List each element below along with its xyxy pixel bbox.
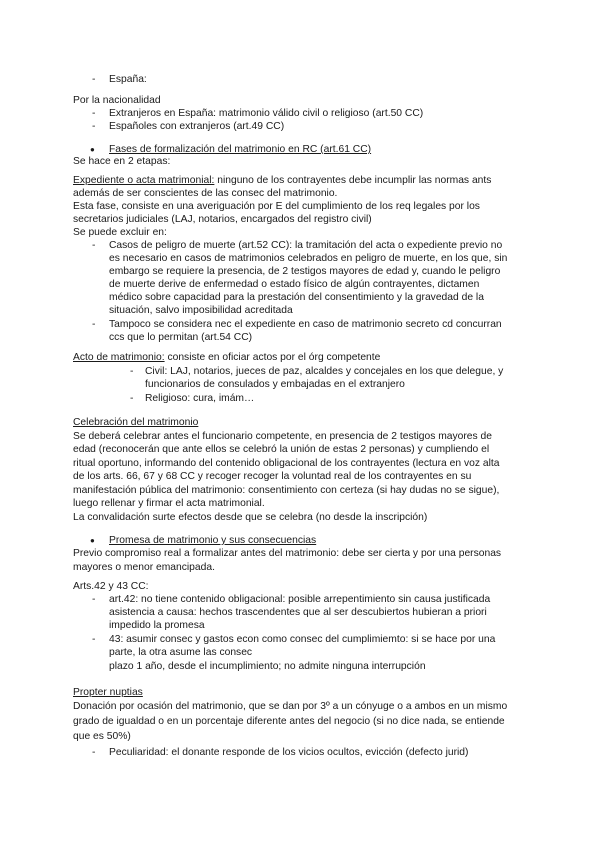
text-line: parte, la otra asume las consec (109, 647, 253, 658)
text-line: Se puede excluir en: (73, 227, 167, 238)
list-dash: - (130, 366, 134, 377)
text-line: que es 50%) (73, 731, 131, 742)
list-dash: - (92, 240, 96, 251)
text-line (73, 351, 380, 364)
list-dash: - (92, 634, 96, 645)
list-dash: - (92, 594, 96, 605)
subheading: Celebración del matrimonio (73, 417, 199, 428)
text-line (73, 174, 491, 187)
list-item: Religioso: cura, imám… (145, 393, 255, 404)
list-item: Tampoco se considera nec el expediente en caso de matrimonio secreto cd concurran (109, 319, 502, 330)
text-span: consiste en oficiar actos por el órg competente (164, 352, 381, 363)
subheading: Acto de matrimonio: (73, 352, 165, 363)
text-line: edad (reconocerán que ante ellos se celebró la unión de estas 2 personas) y cumpliendo el (73, 444, 490, 455)
list-item: Peculiaridad: el donante responde de los vicios ocultos, evicción (defecto jurid) (109, 747, 469, 758)
text-line: La convalidación surte efectos desde que se celebra (no desde la inscripción) (73, 512, 428, 523)
list-item: art.42: no tiene contenido obligacional: posible arrepentimiento sin causa justificada (109, 594, 491, 605)
list-dash: - (92, 121, 96, 132)
section-heading: Fases de formalización del matrimonio en RC (art.61 CC) (109, 144, 372, 155)
text-line: secretarios judiciales (LAJ, notarios, encargados del registro civil) (73, 214, 372, 225)
list-dash: - (92, 319, 96, 330)
list-item: Extranjeros en España: matrimonio válido civil o religioso (art.50 CC) (109, 108, 424, 119)
text-line: luego rellenar y firmar el acta matrimonial. (73, 498, 265, 509)
bullet-marker: ● (90, 145, 95, 154)
text-line: plazo 1 año, desde el incumplimiento; no admite ninguna interrupción (109, 661, 426, 672)
list-item-espana: España: (109, 74, 147, 85)
list-dash: - (92, 74, 96, 85)
text-line: impedido la promesa (109, 620, 205, 631)
text-line: Donación por ocasión del matrimonio, que se dan por 3º a un cónyuge o a ambos en un mismo (73, 701, 508, 712)
text-line: Previo compromiso real a formalizar antes del matrimonio: debe ser cierta y por una personas (73, 548, 502, 559)
text-line: Se deberá celebrar antes el funcionario competente, en presencia de 2 testigos mayores de (73, 431, 492, 442)
text-line: Por la nacionalidad (73, 95, 161, 106)
list-item: Civil: LAJ, notarios, jueces de paz, alcaldes y concejales en los que delegue, y (145, 366, 504, 377)
text-line: embargo se requiere la presencia, de 2 testigos mayores de edad y, cuando le peligro (109, 266, 501, 277)
text-line: Se hace en 2 etapas: (73, 156, 171, 167)
section-heading: Promesa de matrimonio y sus consecuencias (109, 535, 317, 546)
list-dash: - (130, 393, 134, 404)
text-line: médico sobre capacidad para la prestación del consentimiento y la gravedad de la (109, 292, 484, 303)
text-line: grado de igualdad o en un porcentaje diferente antes del negocio (si no dice nada, se entiende (73, 716, 505, 727)
text-line: funcionarios de consulados y embajadas en el extranjero (145, 379, 405, 390)
bullet-marker: ● (90, 536, 95, 545)
text-line: ritual oportuno, informando del contenido obligacional de los contrayentes (lectura en voz alta (73, 458, 500, 469)
text-line: Esta fase, consiste en una averiguación por E del cumplimiento de los req legales por los (73, 201, 480, 212)
text-line: Arts.42 y 43 CC: (73, 581, 149, 592)
text-line: ccs que lo permitan (art.54 CC) (109, 332, 253, 343)
subheading: Propter nuptias (73, 687, 143, 698)
text-line: asistencia a causa: hechos trascendentes que al ser descubiertos hubieran a priori (109, 607, 487, 618)
text-line: situación, salvo imposibilidad acreditada (109, 305, 293, 316)
list-dash: - (92, 108, 96, 119)
text-span: ninguno de los contrayentes debe incumplir las normas ants (214, 175, 492, 186)
list-item: 43: asumir consec y gastos econ como consec del cumplimiemto: si se hace por una (109, 634, 496, 645)
list-item: Casos de peligro de muerte (art.52 CC): la tramitación del acta o expediente previo no (109, 240, 503, 251)
text-line: es necesario en casos de matrimonios celebrados en peligro de muerte, en los que, sin (109, 253, 508, 264)
subheading: Expediente o acta matrimonial: (73, 175, 215, 186)
list-item: Españoles con extranjeros (art.49 CC) (109, 121, 285, 132)
text-line: manifestación pública del matrimonio: consentimiento con certeza (si hay dudas no se sigue), (73, 485, 500, 496)
text-line: de los arts. 66, 67 y 68 CC y recoger recoger la voluntad real de los contrayentes en su (73, 471, 472, 482)
text-line: de muerte derive de enfermedad o estado físico de algún contrayentes, dictamen (109, 279, 480, 290)
list-dash: - (92, 747, 96, 758)
text-line: además de ser conscientes de las consec del matrimonio. (73, 188, 338, 199)
text-line: mayores o menor emancipada. (73, 562, 215, 573)
